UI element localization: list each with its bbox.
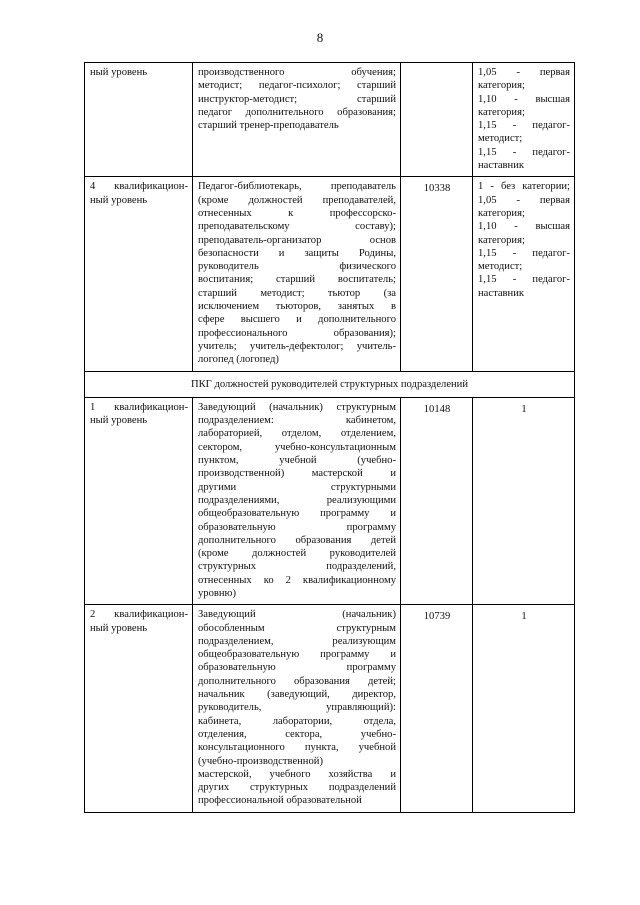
table-row xyxy=(85,605,575,812)
position-list-line: консультационного пункта, учебной xyxy=(198,742,396,754)
position-list-line: лабораторией, отделом, отделением, xyxy=(198,428,396,440)
coefficient-line: наставник xyxy=(478,287,525,299)
position-list-line: других структурных подразделений xyxy=(198,782,396,794)
position-list-line: (кроме должностей руководителей xyxy=(198,548,396,560)
position-list-line: Заведующий (начальник) xyxy=(198,609,396,621)
level-cell xyxy=(85,177,193,371)
position-list-line: безопасности и защиты Родины, xyxy=(198,247,396,259)
position-list-line: отнесенных ко 2 квалификационному xyxy=(198,574,396,586)
position-list-line: подразделениями, реализующими xyxy=(198,494,396,506)
coefficient-cell: 1 xyxy=(473,397,575,604)
coefficient-line: категория; xyxy=(478,207,525,219)
salary-cell: 10148 xyxy=(401,397,473,604)
position-list-line: старший методист; тьютор (за xyxy=(198,287,396,299)
position-list-line: пунктом, учебной (учебно- xyxy=(198,455,396,467)
position-list-line: подразделением, реализующим xyxy=(198,635,396,647)
position-list-line: учитель; учитель-дефектолог; учитель- xyxy=(198,340,396,352)
table-body xyxy=(85,63,575,813)
coefficient-line: 1,15 - педагог- xyxy=(478,120,570,132)
position-list-line: исключением тьюторов, занятых в xyxy=(198,301,396,313)
position-list-line: образовательную программу xyxy=(198,521,396,533)
page-number: 8 xyxy=(316,30,324,45)
coefficient-cell xyxy=(473,63,575,177)
position-list-line: производственной) мастерской и xyxy=(198,468,396,480)
coefficient-line: категория; xyxy=(478,80,525,92)
positions-cell xyxy=(193,605,401,812)
level-cell xyxy=(85,605,193,812)
qualification-level: 1 квалификацион- xyxy=(90,401,188,413)
position-list-line: руководитель, управляющий): xyxy=(198,702,396,714)
qualification-level: ный уровень xyxy=(90,194,148,206)
position-list-line: преподавательскому составу); xyxy=(198,221,396,233)
position-list-line: воспитания; старший воспитатель; xyxy=(198,274,396,286)
salary-cell: 10739 xyxy=(401,605,473,812)
coefficient-line: 1 - без категории; xyxy=(478,181,570,193)
table-row xyxy=(85,177,575,371)
coefficient-line: категория; xyxy=(478,234,525,246)
position-list-line: педагог дополнительного образования; xyxy=(198,106,396,118)
position-list-line: образовательную программу xyxy=(198,662,396,674)
position-list-line: Педагог-библиотекарь, преподаватель xyxy=(198,181,396,193)
coefficient-cell xyxy=(473,177,575,371)
position-list-line: дополнительного образования детей xyxy=(198,534,396,546)
position-list-line: начальник (заведующий, директор, xyxy=(198,689,396,701)
coefficient-line: методист; xyxy=(478,133,523,145)
positions-cell xyxy=(193,63,401,177)
position-list-line: мастерской, учебного хозяйства и xyxy=(198,768,396,780)
position-list-line: профессиональной образовательной xyxy=(198,795,362,807)
position-list-line: структурных подразделений, xyxy=(198,561,396,573)
position-list-line: Заведующий (начальник) структурным xyxy=(198,401,396,413)
position-list-line: отделения, сектора, учебно- xyxy=(198,728,396,740)
coefficient-line: наставник xyxy=(478,160,525,172)
coefficient-line: 1,15 - педагог- xyxy=(478,274,570,286)
position-list-line: дополнительного образования детей; xyxy=(198,675,396,687)
position-list-line: старший тренер-преподаватель xyxy=(198,120,339,132)
position-list-line: методист; педагог-психолог; старший xyxy=(198,80,396,92)
coefficient-line: 1,10 - высшая xyxy=(478,93,570,105)
coefficient-line: 1,15 - педагог- xyxy=(478,247,570,259)
position-list-line: производственного обучения; xyxy=(198,67,396,78)
coefficient-cell: 1 xyxy=(473,605,575,812)
coefficient-line: 1,10 - высшая xyxy=(478,221,570,233)
section-header-row xyxy=(85,371,575,397)
position-list-line: логопед (логопед) xyxy=(198,354,279,366)
position-list-line: сектором, учебно-консультационным xyxy=(198,441,396,453)
qualification-level: 2 квалификацион- xyxy=(90,609,188,621)
position-list-line: другими структурными xyxy=(198,481,396,493)
position-list-line: общеобразовательную программу и xyxy=(198,508,396,520)
qualification-level: ный уровень xyxy=(90,415,148,427)
position-list-line: подразделением: кабинетом, xyxy=(198,415,396,427)
position-list-line: общеобразовательную программу и xyxy=(198,649,396,661)
positions-cell xyxy=(193,177,401,371)
position-list-line: профессионального образования); xyxy=(198,327,396,339)
coefficient-line: 1,15 - педагог- xyxy=(478,146,570,158)
coefficient-line: 1,05 - первая xyxy=(478,67,570,78)
position-list-line: обособленным структурным xyxy=(198,622,396,634)
coefficient-line: методист; xyxy=(478,261,523,273)
qualification-table xyxy=(84,62,575,813)
position-list-line: преподаватель-организатор основ xyxy=(198,234,396,246)
table-row xyxy=(85,63,575,177)
coefficient-line: 1,05 - первая xyxy=(478,194,570,206)
table-row xyxy=(85,397,575,604)
level-cell xyxy=(85,63,193,177)
salary-cell: 10338 xyxy=(401,177,473,371)
coefficient-line: категория; xyxy=(478,106,525,118)
qualification-level: 4 квалификацион- xyxy=(90,181,188,193)
position-list-line: уровню) xyxy=(198,587,237,599)
position-list-line: кабинета, лаборатории, отдела, xyxy=(198,715,396,727)
position-list-line: сфере высшего и дополнительного xyxy=(198,314,396,326)
qualification-level: ный уровень xyxy=(90,622,148,634)
qualification-level: ный уровень xyxy=(90,67,148,78)
position-list-line: руководитель физического xyxy=(198,261,396,273)
section-title: ПКГ должностей руководителей структурных подразделений xyxy=(85,371,575,397)
salary-cell xyxy=(401,63,473,177)
position-list-line: (учебно-производственной) xyxy=(198,755,323,767)
position-list-line: (кроме должностей преподавателей, xyxy=(198,194,396,206)
positions-cell xyxy=(193,397,401,604)
level-cell xyxy=(85,397,193,604)
position-list-line: отнесенных к профессорско- xyxy=(198,207,396,219)
position-list-line: инструктор-методист; старший xyxy=(198,93,396,105)
